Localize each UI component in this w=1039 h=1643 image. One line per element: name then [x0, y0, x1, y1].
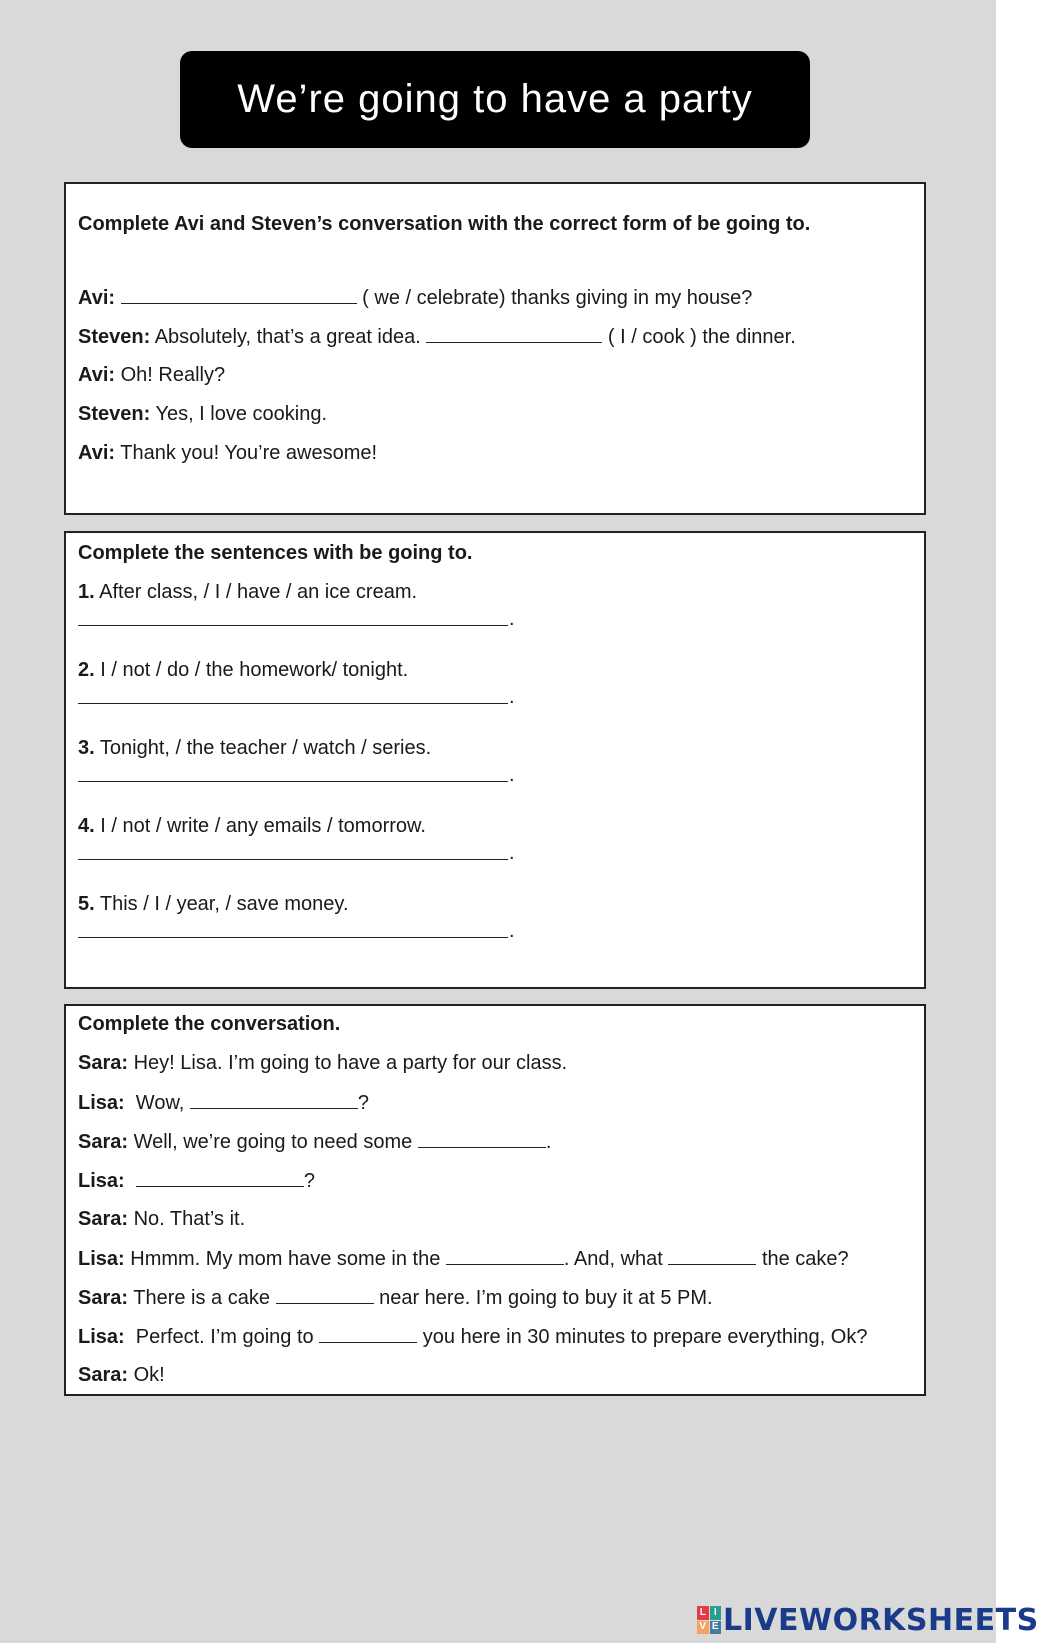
dialogue-line-5: Sara: No. That’s it.: [78, 1208, 246, 1230]
dialogue-line-4: Lisa: ?: [78, 1170, 315, 1192]
speaker: Avi:: [78, 364, 116, 386]
dialogue-line-3: Avi: Oh! Really?: [78, 364, 226, 386]
brand-mark-icon: L I V E: [697, 1606, 721, 1634]
page-title: We’re going to have a party: [237, 77, 753, 121]
speaker: Avi:: [78, 442, 116, 464]
brand-name: LIVEWORKSHEETS: [723, 1602, 1039, 1638]
dialogue-line-4: Steven: Yes, I love cooking.: [78, 403, 328, 425]
exercise-item-5: 5. This / I / year, / save money.: [78, 893, 349, 915]
dialogue-line-2: Lisa: Wow, ?: [78, 1092, 370, 1114]
section-conversation-avi-steven: [64, 182, 926, 515]
exercise-item-1: 1. After class, / I / have / an ice cream.: [78, 581, 418, 603]
dialogue-line-1: Sara: Hey! Lisa. I’m going to have a party for our class.: [78, 1052, 568, 1074]
dialogue-line-7: Sara: There is a cake near here. I’m going to buy it at 5 PM.: [78, 1287, 713, 1309]
answer-line-4[interactable]: [78, 837, 508, 860]
answer-blank[interactable]: [446, 1246, 564, 1265]
speaker: Steven:: [78, 403, 151, 425]
dialogue-line-2: Steven: Absolutely, that’s a great idea. ( I / cook ) the dinner.: [78, 326, 796, 348]
exercise-item-4: 4. I / not / write / any emails / tomorrow.: [78, 815, 426, 837]
section3-instruction: Complete the conversation.: [78, 1013, 341, 1035]
section2-instruction: Complete the sentences with be going to.: [78, 542, 473, 564]
answer-line-2[interactable]: [78, 681, 508, 704]
dialogue-line-9: Sara: Ok!: [78, 1364, 165, 1386]
answer-blank[interactable]: [136, 1168, 304, 1187]
section-sentences: Complete the sentences with be going to. 1. After class, / I / have / an ice cream. . 2. I / not / do / the homework/ tonight. . 3. Tonight, / the teacher / watch / series. . 4. I / not / write / any emails / tomorrow. . 5. This / I / year, / save money. .: [64, 531, 926, 989]
dialogue-line-6: Lisa: Hmmm. My mom have some in the . And, what the cake?: [78, 1248, 849, 1270]
dialogue-line-8: Lisa: Perfect. I’m going to you here in 30 minutes to prepare everything, Ok?: [78, 1326, 868, 1348]
answer-blank[interactable]: [668, 1246, 756, 1265]
answer-blank[interactable]: [121, 285, 357, 304]
dialogue-line-3: Sara: Well, we’re going to need some .: [78, 1131, 552, 1153]
answer-blank[interactable]: [319, 1324, 417, 1343]
answer-blank[interactable]: [418, 1129, 546, 1148]
answer-blank[interactable]: [190, 1090, 358, 1109]
page-edge: [996, 0, 1000, 1643]
title-banner: [180, 51, 810, 148]
liveworksheets-logo[interactable]: [697, 1603, 1039, 1637]
speaker: Avi:: [78, 287, 116, 309]
dialogue-line-1: Avi: ( we / celebrate) thanks giving in my house?: [78, 287, 753, 309]
answer-line-3[interactable]: [78, 759, 508, 782]
exercise-item-2: 2. I / not / do / the homework/ tonight.: [78, 659, 409, 681]
dialogue-line-5: Avi: Thank you! You’re awesome!: [78, 442, 378, 464]
section1-instruction: Complete Avi and Steven’s conversation with the correct form of be going to.: [78, 213, 811, 235]
exercise-item-3: 3. Tonight, / the teacher / watch / series.: [78, 737, 432, 759]
answer-blank[interactable]: [276, 1285, 374, 1304]
section-conversation-sara-lisa: [64, 1004, 926, 1396]
answer-line-1[interactable]: [78, 603, 508, 626]
answer-line-5[interactable]: [78, 915, 508, 938]
answer-blank[interactable]: [426, 324, 602, 343]
speaker: Steven:: [78, 326, 151, 348]
